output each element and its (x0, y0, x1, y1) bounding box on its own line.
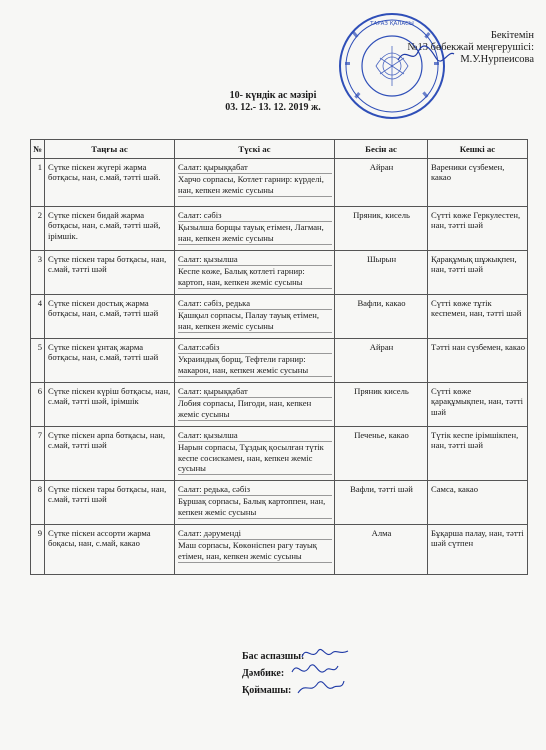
signature-row (242, 682, 304, 699)
row-number: 5 (31, 339, 45, 383)
lunch-main: Қызылша борщы тауық етімен, Лагман, нан, кепкен жеміс сусыны (178, 222, 332, 245)
lunch-cell (175, 251, 335, 295)
snack-cell: Вафли, тәтті шәй (335, 481, 428, 525)
approval-title: Бекітемін (490, 30, 534, 41)
snack-cell: Печенье, какао (335, 427, 428, 481)
menu-row (31, 427, 528, 481)
menu-row (31, 251, 528, 295)
lunch-main: Украиндық борщ, Тефтели гарнир: макарон, нан, кепкен жеміс сусыны (178, 354, 332, 377)
lunch-cell (175, 383, 335, 427)
menu-table (30, 139, 528, 575)
snack-cell: Шырын (335, 251, 428, 295)
menu-heading (0, 90, 546, 114)
dinner-cell: Тәтті нан сүзбемен, какао (428, 339, 528, 383)
approval-name: М.У.Нурпеисова (460, 54, 534, 65)
chef-label: Бас аспазшы: (242, 651, 305, 662)
snack-cell: Вафли, какао (335, 295, 428, 339)
snack-cell: Айран (335, 339, 428, 383)
header-breakfast: Таңғы ас (45, 140, 175, 159)
row-number: 7 (31, 427, 45, 481)
lunch-salad: Салат: қырыққабат (178, 162, 332, 174)
breakfast-cell: Сүтке піскен достық жарма ботқасы, нан, с.май, тәтті шәй (45, 295, 175, 339)
dinner-cell: Бұқарша палау, нан, тәтті шәй сүтпен (428, 525, 528, 575)
breakfast-cell: Сүтке піскен арпа ботқасы, нан, с.май, тәтті шәй (45, 427, 175, 481)
lunch-main: Кеспе көже, Балық котлеті гарнир: картоп, нан, кепкен жеміс сусыны (178, 266, 332, 289)
snack-cell: Пряник кисель (335, 383, 428, 427)
lunch-salad: Салат: сәбіз (178, 210, 332, 222)
row-number: 6 (31, 383, 45, 427)
row-number: 2 (31, 207, 45, 251)
row-number: 8 (31, 481, 45, 525)
lunch-main: Қашқыл сорпасы, Палау тауық етімен, нан, кепкен жеміс сусыны (178, 310, 332, 333)
lunch-salad: Салат: редька, сәбіз (178, 484, 332, 496)
lunch-salad: Салат:сәбіз (178, 342, 332, 354)
menu-row (31, 383, 528, 427)
breakfast-cell: Сүтке піскен тары ботқасы, нан, с.май, тәтті шәй (45, 481, 175, 525)
header-lunch: Түскі ас (175, 140, 335, 159)
menu-row (31, 159, 528, 207)
signature-block (242, 648, 304, 699)
breakfast-cell: Сүтке піскен жүгері жарма ботқасы, нан, с.май, тәтті шәй. (45, 159, 175, 207)
row-number: 1 (31, 159, 45, 207)
menu-title: 10- күндік ас мәзірі (229, 90, 317, 101)
breakfast-cell: Сүтке піскен бидай жарма ботқасы, нан, с.май, тәтті шәй, ірімшік. (45, 207, 175, 251)
dinner-cell: Қарақұмық шұжықпен, нан, тәтті шәй (428, 251, 528, 295)
lunch-salad: Салат: сәбіз, редька (178, 298, 332, 310)
dinner-cell: Сүтті көже тұтік кеспемен, нан, тәтті шәй (428, 295, 528, 339)
lunch-cell (175, 525, 335, 575)
lunch-cell (175, 339, 335, 383)
row-number: 9 (31, 525, 45, 575)
lunch-main: Нарын сорпасы, Тұздық қосылған түтік кеспе сосискамен, нан, кепкен жеміс сусыны (178, 442, 332, 475)
row-number: 4 (31, 295, 45, 339)
menu-row (31, 295, 528, 339)
breakfast-cell: Сүтке піскен ассорти жарма боқасы, нан, с.май, какао (45, 525, 175, 575)
menu-row (31, 525, 528, 575)
director-signature (396, 44, 456, 66)
menu-row (31, 481, 528, 525)
lunch-cell (175, 481, 335, 525)
menu-dates: 03. 12.- 13. 12. 2019 ж. (225, 102, 321, 113)
snack-cell: Айран (335, 159, 428, 207)
storekeeper-label: Қоймашы: (242, 685, 292, 696)
nanny-label: Дәмбике: (242, 668, 285, 679)
lunch-cell (175, 159, 335, 207)
lunch-main: Лобия сорпасы, Пигоди, нан, кепкен жеміс сусыны (178, 398, 332, 421)
lunch-cell (175, 295, 335, 339)
storekeeper-signature (296, 677, 346, 697)
row-number: 3 (31, 251, 45, 295)
seal-text: ТАРАЗ ҚАЛАСЫ (370, 21, 414, 27)
lunch-salad: Салат: қызылша (178, 430, 332, 442)
dinner-cell: Түтік кеспе ірімшікпен, нан, тәтті шәй (428, 427, 528, 481)
menu-row (31, 207, 528, 251)
lunch-salad: Салат: қырыққабат (178, 386, 332, 398)
snack-cell: Пряник, кисель (335, 207, 428, 251)
menu-row (31, 339, 528, 383)
header-dinner: Кешкі ас (428, 140, 528, 159)
lunch-main: Маш сорпасы, Көкөніспен рагу тауық етімен, нан, кепкен жеміс сусыны (178, 540, 332, 563)
signature-row (242, 665, 304, 682)
lunch-salad: Салат: қызылша (178, 254, 332, 266)
header-number: № (31, 140, 45, 159)
lunch-main: Харчо сорпасы, Котлет гарнир: күрделі, нан, кепкен жеміс сусыны (178, 174, 332, 197)
lunch-cell (175, 207, 335, 251)
lunch-salad: Салат: дәрумендi (178, 528, 332, 540)
dinner-cell: Вареники сүзбемен, какао (428, 159, 528, 207)
table-header-row (31, 140, 528, 159)
breakfast-cell: Сүтке піскен күріш ботқасы, нан, с.май, тәтті шәй, ірімшік (45, 383, 175, 427)
breakfast-cell: Сүтке піскен ұнтақ жарма ботқасы, нан, с.май, тәтті шәй (45, 339, 175, 383)
dinner-cell: Самса, какао (428, 481, 528, 525)
header-snack: Бесін ас (335, 140, 428, 159)
dinner-cell: Сүтті көже Геркулестен, нан, тәтті шәй (428, 207, 528, 251)
breakfast-cell: Сүтке піскен тары ботқасы, нан, с.май, тәтті шәй (45, 251, 175, 295)
dinner-cell: Сүтті көже қарақұмықпен, нан, тәтті шәй (428, 383, 528, 427)
lunch-cell (175, 427, 335, 481)
approval-position: №13 бөбекжай меңгерушісі: (407, 42, 534, 53)
snack-cell: Алма (335, 525, 428, 575)
lunch-main: Бұршақ сорпасы, Балық картоппен, нан, кепкен жеміс сусыны (178, 496, 332, 519)
